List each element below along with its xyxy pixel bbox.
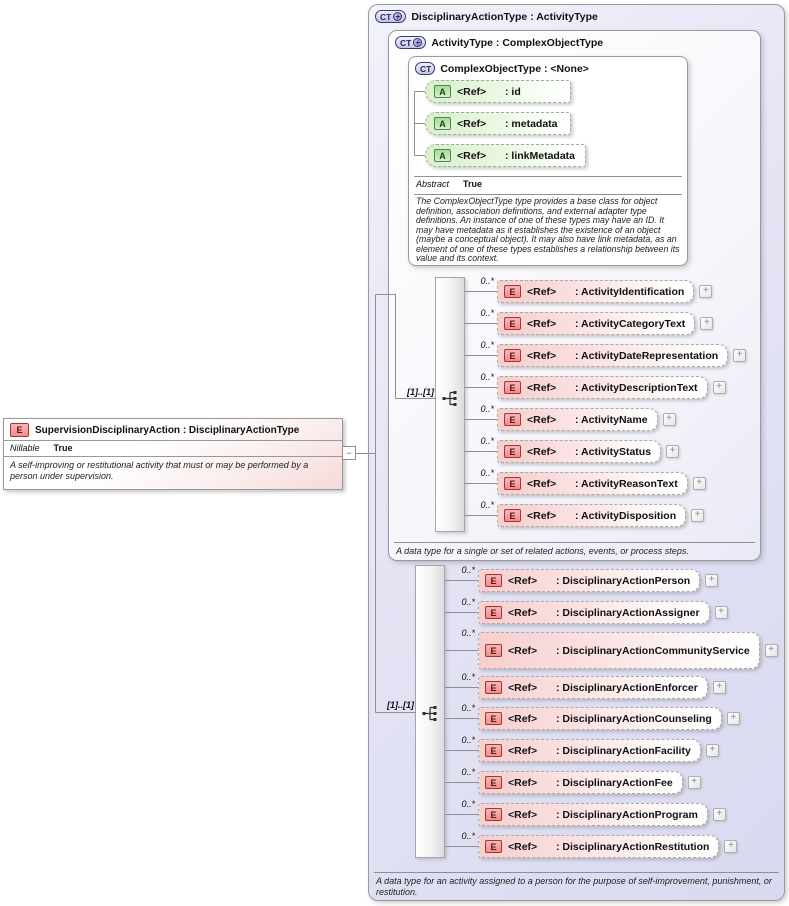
element-badge-icon: E [485,606,502,619]
expand-plus-icon[interactable]: + [733,349,746,362]
multiplicity-label: 0..* [480,372,494,382]
element-ref-label: <Ref> [508,808,538,821]
separator [414,194,682,195]
element-ref-label: <Ref> [508,644,538,657]
element-name: : ActivityDisposition [575,509,677,522]
element-ref-label: <Ref> [508,681,538,694]
complex-type-badge-icon [395,36,426,49]
element-ref-row[interactable] [480,404,672,431]
multiplicity-label: 0..* [461,672,475,682]
cardinality-label: [1]..[1] [407,387,434,397]
expand-plus-icon[interactable]: + [691,509,704,522]
element-badge-icon: E [485,840,502,853]
element-ref-row[interactable] [461,703,737,730]
element-name: : DisciplinaryActionRestitution [556,840,710,853]
multiplicity-label: 0..* [461,799,475,809]
expand-plus-icon[interactable]: + [705,574,718,587]
multiplicity-label: 0..* [480,500,494,510]
expand-plus-icon[interactable]: + [727,712,740,725]
type-title: ActivityType : ComplexObjectType [431,36,604,49]
element-badge-icon: E [504,477,521,490]
sequence-indicator [415,565,445,858]
type-header [369,5,784,28]
element-name: : ActivityName [575,413,648,426]
element-ref-row[interactable] [480,340,743,367]
element-ref-row[interactable] [480,468,703,495]
multiplicity-label: 0..* [461,831,475,841]
expand-plus-icon[interactable]: + [715,606,728,619]
element-ref-row[interactable] [461,831,734,858]
element-ref-row[interactable] [480,436,676,463]
type-title: ComplexObjectType : <None> [440,62,589,75]
element-badge-icon: E [504,413,521,426]
element-name: : DisciplinaryActionCommunityService [556,644,750,657]
complex-type-badge-label: CT [380,11,392,22]
complex-type-badge-label: CT [400,37,412,48]
element-ref-label: <Ref> [527,317,557,330]
element-badge-icon: E [485,574,502,587]
nillable-label: Nillable [10,443,40,453]
multiplicity-label: 0..* [461,735,475,745]
expand-plus-icon[interactable]: + [699,285,712,298]
multiplicity-label: 0..* [480,276,494,286]
element-ref-row[interactable] [461,565,715,592]
nillable-property-row [4,441,342,457]
element-name: : DisciplinaryActionPerson [556,574,691,587]
abstract-value: True [463,179,483,189]
multiplicity-label: 0..* [461,703,475,713]
element-badge-icon: E [485,776,502,789]
expand-plus-icon[interactable]: + [724,840,737,853]
sequence-icon [442,390,459,407]
abstract-property-row [416,179,482,189]
attribute-ref-label: <Ref> [457,85,487,98]
element-ref-row[interactable] [461,672,723,699]
attribute-ref-row[interactable] [425,112,571,135]
element-name: : ActivityStatus [575,445,652,458]
element-badge-icon: E [504,349,521,362]
type-description: The ComplexObjectType type provides a base class for object definition, association definitions, and external adapter type definitions. An instance of one of these types may have an ID. It may have metadata as it establishes the existence of an object (maybe a conceptual object). It may also have link metadata, as an element of one of these types establishes a relationship between its value and its context. [416,196,680,263]
element-name: : DisciplinaryActionAssigner [556,606,700,619]
element-ref-row[interactable] [480,308,710,335]
element-ref-row[interactable] [480,276,709,303]
type-description: A data type for a single or set of related actions, events, or process steps. [394,542,755,557]
sequence-icon [422,705,439,722]
element-badge-icon: E [504,509,521,522]
attribute-name: : linkMetadata [505,149,576,162]
attribute-badge-icon: A [434,117,451,130]
attribute-ref-row[interactable] [425,80,571,103]
type-header [389,31,760,54]
attribute-ref-label: <Ref> [457,149,487,162]
sequence-indicator [435,277,465,532]
expand-plus-icon[interactable]: + [693,477,706,490]
expand-plus-icon[interactable]: + [706,744,719,757]
multiplicity-label: 0..* [480,308,494,318]
element-ref-label: <Ref> [527,285,557,298]
element-ref-label: <Ref> [508,574,538,587]
element-ref-label: <Ref> [527,477,557,490]
element-name: : ActivityCategoryText [575,317,686,330]
element-badge-icon: E [485,808,502,821]
element-name: : DisciplinaryActionCounseling [556,712,712,725]
cardinality-label: [1]..[1] [387,700,414,710]
element-name: : DisciplinaryActionProgram [556,808,698,821]
element-name: : ActivityIdentification [575,285,685,298]
expand-plus-icon[interactable]: + [700,317,713,330]
element-header [4,419,342,441]
attribute-badge-icon: A [434,149,451,162]
element-ref-row[interactable] [480,500,701,527]
element-title: SupervisionDisciplinaryAction : DisciplinaryActionType [35,424,300,436]
multiplicity-label: 0..* [461,565,475,575]
separator [414,176,682,177]
element-ref-label: <Ref> [527,445,557,458]
element-name: : ActivityReasonText [575,477,678,490]
element-ref-label: <Ref> [508,712,538,725]
element-box-supervision-disciplinary-action[interactable] [3,418,343,490]
expand-plus-icon[interactable]: + [413,38,422,47]
element-ref-label: <Ref> [508,776,538,789]
expand-plus-icon[interactable]: + [666,445,679,458]
nillable-value: True [53,443,73,453]
element-badge-icon: E [485,681,502,694]
element-ref-label: <Ref> [527,509,557,522]
element-ref-row[interactable] [461,628,775,669]
element-badge-icon: E [10,423,29,437]
element-ref-label: <Ref> [508,840,538,853]
element-name: : DisciplinaryActionFee [556,776,673,789]
complex-type-badge-icon [375,10,406,23]
element-ref-label: <Ref> [527,381,557,394]
type-description: A data type for an activity assigned to a person for the purpose of self-improvement, punishment, or restitution. [374,872,779,897]
type-header [409,57,687,80]
attribute-badge-icon: A [434,85,451,98]
element-name: : DisciplinaryActionFacility [556,744,691,757]
expand-plus-icon[interactable]: + [663,413,676,426]
expand-plus-icon[interactable]: + [393,12,402,21]
element-ref-row[interactable] [461,735,716,762]
multiplicity-label: 0..* [461,767,475,777]
multiplicity-label: 0..* [461,628,475,638]
attribute-ref-row[interactable] [425,144,586,167]
complex-type-badge-icon [415,62,435,75]
multiplicity-label: 0..* [480,436,494,446]
element-name: : ActivityDateRepresentation [575,349,719,362]
element-ref-row[interactable] [461,597,724,624]
element-ref-row[interactable] [480,372,722,399]
element-badge-icon: E [504,317,521,330]
expand-plus-icon[interactable]: + [713,808,726,821]
element-name: : ActivityDescriptionText [575,381,698,394]
element-ref-label: <Ref> [508,606,538,619]
element-badge-icon: E [504,381,521,394]
element-ref-label: <Ref> [527,413,557,426]
attribute-ref-label: <Ref> [457,117,487,130]
multiplicity-label: 0..* [480,468,494,478]
element-ref-label: <Ref> [508,744,538,757]
element-ref-row[interactable] [461,799,723,826]
expand-plus-icon[interactable]: + [765,644,778,657]
abstract-label: Abstract [416,179,450,189]
type-title: DisciplinaryActionType : ActivityType [411,10,598,23]
attribute-name: : metadata [505,117,558,130]
multiplicity-label: 0..* [480,340,494,350]
attribute-name: : id [505,85,521,98]
multiplicity-label: 0..* [480,404,494,414]
element-badge-icon: E [504,445,521,458]
element-name: : DisciplinaryActionEnforcer [556,681,698,694]
element-badge-icon: E [485,644,502,657]
collapse-minus-icon[interactable]: − [342,446,356,460]
element-badge-icon: E [485,744,502,757]
element-description: A self-improving or restitutional activity that must or may be performed by a person under supervision. [10,460,309,481]
expand-plus-icon[interactable]: + [713,681,726,694]
element-badge-icon: E [504,285,521,298]
expand-plus-icon[interactable]: + [688,776,701,789]
complex-type-badge-label: CT [420,63,432,74]
element-ref-label: <Ref> [527,349,557,362]
multiplicity-label: 0..* [461,597,475,607]
element-badge-icon: E [485,712,502,725]
expand-plus-icon[interactable]: + [713,381,726,394]
element-ref-row[interactable] [461,767,698,794]
